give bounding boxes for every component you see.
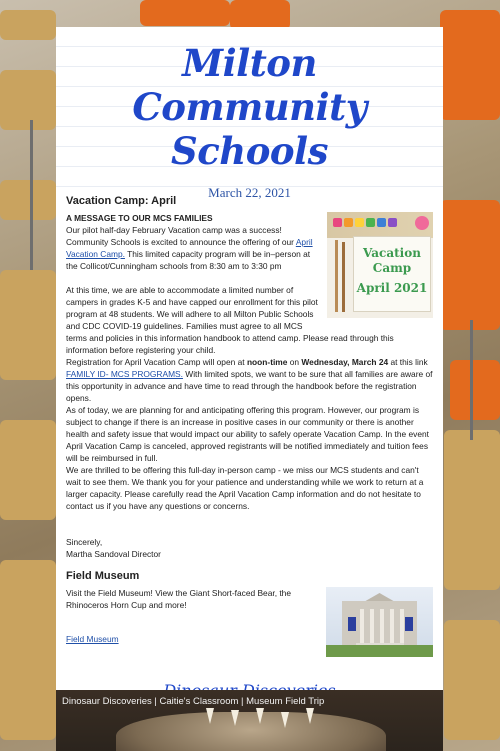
field-museum-section: [56, 562, 443, 645]
registration-text-on: on: [287, 357, 302, 367]
vacation-camp-heading: Vacation Camp: April: [66, 195, 177, 207]
video-embed[interactable]: [56, 690, 443, 751]
camp-paragraph-5: As of today, we are planning for and anticipating offering this program. However, our program is subject to change if there is an increase in positive cases in our community or there is another health and safety issue that would impact our ability to safely operate Vacation Camp. In the event April Vacation Camp is canceled, approved registrants will be notified immediately and tuition fees will be reimbursed in full.: [66, 405, 429, 463]
field-museum-heading: Field Museum: [66, 570, 140, 582]
field-museum-link[interactable]: Field Museum: [66, 634, 119, 644]
field-museum-text: Visit the Field Museum! View the Giant Short-faced Bear, the Rhinoceros Horn Cup and more!: [66, 588, 291, 610]
field-museum-image[interactable]: [326, 587, 433, 657]
camp-paragraph-6: We are thrilled to be offering this full-day in-person camp - we miss our MCS students and can't wait to see them. We thank you for your patience and understanding while we work to return at a larger capacity. Please carefully read the April Vacation Camp information and do not hesitate to contact us if you have any questions or concerns.: [66, 465, 424, 511]
registration-text: Registration for April Vacation Camp will open at: [66, 357, 247, 367]
registration-text-link-intro: at this link: [388, 357, 428, 367]
registration-time: noon-time: [246, 357, 288, 367]
vacation-camp-section: [56, 187, 443, 560]
page-title: [64, 41, 435, 173]
newsletter-page: [56, 27, 443, 751]
signoff: Sincerely,: [66, 537, 103, 547]
message-heading: A MESSAGE TO OUR MCS FAMILIES: [66, 213, 213, 223]
camp-paragraph-3: At this time, we are able to accommodate a limited number of campers in grades K-5 and have capped our enrollment for this pilot program at 48 students. We will adhere to all Milton Public Schools and CDC COVID-19 guidelines. Families must agree to all MCS terms and policies in this information handbook to attend camp. Please read through this information before registering your child.: [66, 285, 394, 355]
camp-paragraph-2-text-end: This limited capacity program will be in–person at the Collicot/Cunningham schools from 8:30 am to 3:30 pm: [66, 249, 311, 271]
dinosaur-thumbnail: [116, 712, 386, 751]
camp-sign-line-3: April 2021: [356, 281, 428, 295]
title-line-2: Schools: [171, 129, 328, 173]
signature-name: Martha Sandoval Director: [66, 549, 161, 559]
registration-text-end: With limited spots, we want to be sure that all families are aware of this opportunity in advance and have time to read through the handbook before the registration opens.: [66, 369, 433, 403]
video-title[interactable]: Dinosaur Discoveries | Caitie's Classroom | Museum Field Trip: [62, 696, 325, 707]
april-vacation-camp-link[interactable]: April Vacation Camp.: [66, 237, 313, 259]
newsletter-header: [56, 27, 443, 200]
title-line-1: Milton Community: [132, 41, 367, 129]
camp-sign-line-2: Camp: [372, 261, 412, 275]
vacation-camp-image[interactable]: [327, 212, 433, 318]
registration-date: Wednesday, March 24: [301, 357, 389, 367]
camp-paragraph-2-text: Community Schools is excited to announce the offering of our: [66, 237, 296, 247]
camp-sign-line-1: Vacation: [363, 246, 421, 260]
camp-paragraph-1: Our pilot half-day February Vacation camp was a success!: [66, 225, 282, 235]
vacation-camp-sign: [353, 236, 431, 312]
camp-paragraph-4: [66, 356, 433, 404]
family-id-link[interactable]: FAMILY ID- MCS PROGRAMS.: [66, 369, 183, 379]
newsletter-date: March 22, 2021: [208, 185, 291, 200]
